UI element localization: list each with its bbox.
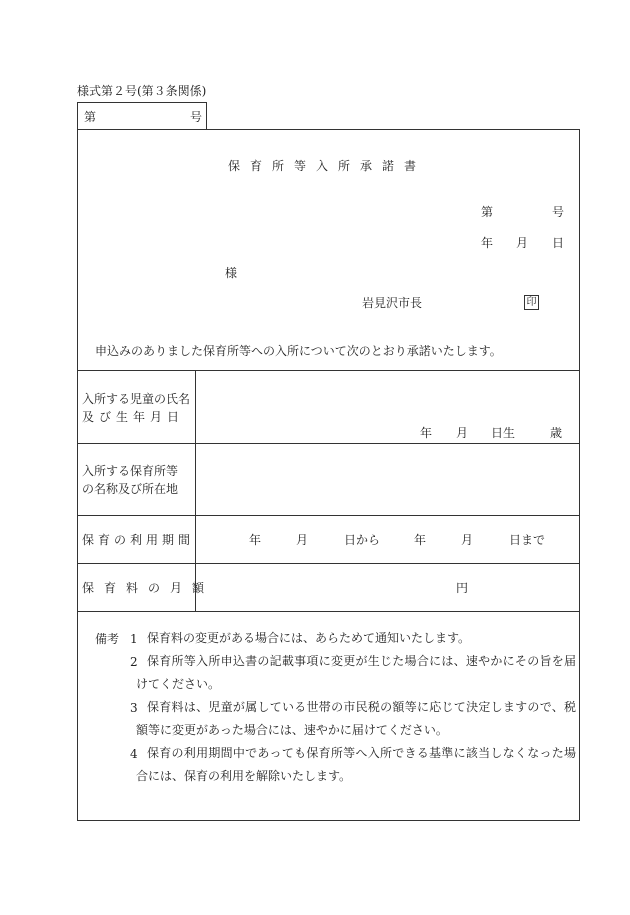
note-4-text: 保育の利用期間中であっても保育所等へ入所できる基準に該当しなくなった場合には、保育の利用を解除いたします。	[136, 746, 576, 783]
ref-dai: 第	[84, 110, 97, 124]
period-from-day: 日から	[344, 533, 381, 547]
issuer-name: 岩見沢市長	[362, 296, 423, 310]
issue-year: 年	[481, 236, 494, 250]
note-4-num: 4	[130, 747, 138, 761]
period-to-day: 日まで	[509, 533, 546, 547]
form-label: 様式第２号(第３条関係)	[77, 84, 207, 98]
note-1-text: 保育料の変更がある場合には、あらためて通知いたします。	[147, 631, 471, 645]
reference-number-box	[77, 102, 207, 130]
child-label-line2: 及び生年月日	[82, 410, 185, 424]
divider-period	[77, 563, 580, 564]
issue-day: 日	[552, 236, 565, 250]
period-to-month: 月	[461, 533, 474, 547]
note-2-num: 2	[130, 655, 138, 669]
seal-mark: 印	[524, 295, 539, 310]
addressee-suffix: 様	[225, 266, 238, 280]
divider-fee	[77, 611, 580, 612]
note-3-text: 保育料は、児童が属している世帯の市民税の額等に応じて決定しますので、税額等に変更があった場合には、速やかに届けてください。	[136, 700, 576, 737]
period-label: 保育の利用期間	[82, 533, 195, 547]
divider-child	[77, 443, 580, 444]
issue-dai: 第	[481, 205, 494, 219]
period-from-month: 月	[296, 533, 309, 547]
facility-label-line2: の名称及び所在地	[82, 482, 179, 496]
ref-go: 号	[190, 110, 203, 124]
note-3-num: 3	[130, 701, 138, 715]
notes-heading: 備考	[95, 632, 120, 646]
issue-month: 月	[516, 236, 529, 250]
child-day-born: 日生	[491, 426, 516, 440]
child-year: 年	[420, 426, 433, 440]
period-from-year: 年	[249, 533, 262, 547]
label-column-divider	[195, 370, 196, 611]
child-label-line1: 入所する児童の氏名	[82, 392, 191, 406]
divider-header	[77, 370, 580, 371]
facility-label-line1: 入所する保育所等	[82, 464, 179, 478]
document-title: 保育所等入所承諾書	[228, 159, 427, 173]
note-2-text: 保育所等入所申込書の記載事項に変更が生じた場合には、速やかにその旨を届けてください。	[136, 654, 576, 691]
fee-label: 保育料の月額	[82, 581, 215, 595]
note-1-num: 1	[130, 632, 138, 646]
child-month: 月	[456, 426, 469, 440]
fee-yen: 円	[456, 581, 469, 595]
child-age: 歳	[550, 426, 563, 440]
divider-facility	[77, 515, 580, 516]
intro-text: 申込みのありました保育所等への入所について次のとおり承諾いたします。	[95, 344, 502, 358]
issue-go: 号	[552, 205, 565, 219]
period-to-year: 年	[414, 533, 427, 547]
